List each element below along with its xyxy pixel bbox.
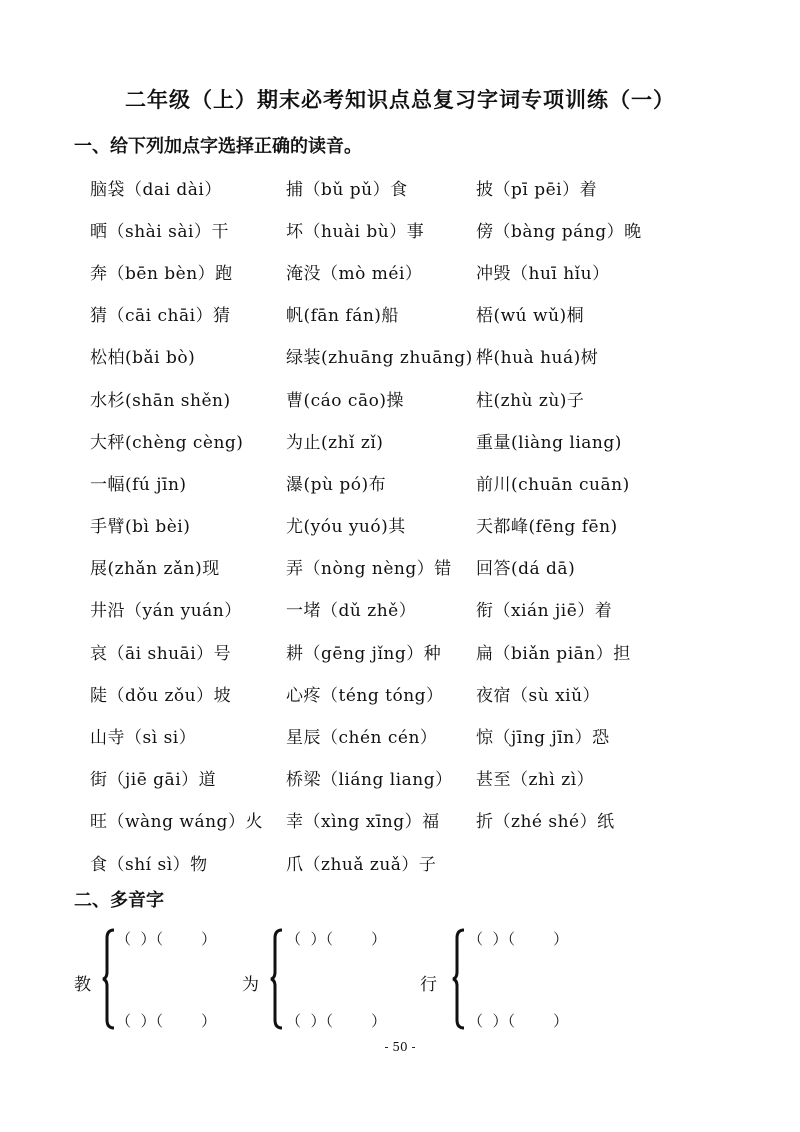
exercise-row [90, 504, 710, 546]
answer-blank-top[interactable]: （ ）（ ） [116, 930, 217, 948]
exercise-item: 食（shí sì）物 [90, 854, 208, 875]
exercise-row [90, 799, 710, 841]
exercise-item: 心疼（téng tóng） [286, 685, 444, 706]
exercise-item: 曹(cáo cāo)操 [286, 390, 404, 411]
exercise-item: 天都峰(fēng fēn) [476, 517, 618, 538]
exercise-row [90, 208, 710, 250]
exercise-item: 冲毁（huī hǐu） [476, 263, 610, 284]
left-brace-icon [452, 928, 466, 1030]
exercise-row [90, 672, 710, 714]
polyphone-item [420, 928, 640, 1034]
exercise-item: 手臂(bì bèi) [90, 517, 191, 538]
exercise-item: 梧(wú wǔ)桐 [476, 306, 585, 327]
left-brace-icon [270, 928, 284, 1030]
exercise-item: 甚至（zhì zì） [476, 770, 595, 791]
exercise-item: 耕（gēng jǐng）种 [286, 643, 442, 664]
exercise-item: 桦(huà huá)树 [476, 348, 599, 369]
exercise-item: 惊（jīng jīn）恐 [476, 728, 610, 749]
exercise-item: 山寺（sì si） [90, 728, 197, 749]
exercise-item: 水杉(shān shěn) [90, 390, 231, 411]
exercise-row [90, 419, 710, 461]
answer-blank-top[interactable]: （ ）（ ） [468, 930, 569, 948]
exercise-row [90, 250, 710, 292]
polyphone-char: 教 [74, 975, 91, 995]
exercise-row [90, 461, 710, 503]
exercise-item: 一堵（dǔ zhě） [286, 601, 417, 622]
polyphone-char: 为 [242, 975, 259, 995]
exercise-item: 前川(chuān cuān) [476, 474, 630, 495]
exercise-row [90, 757, 710, 799]
exercise-item: 井沿（yán yuán） [90, 601, 242, 622]
exercise-item: 夜宿（sù xiǔ） [476, 685, 601, 706]
exercise-item: 重量(liàng liang) [476, 432, 622, 453]
exercise-item: 为止(zhǐ zǐ) [286, 432, 384, 453]
answer-blank-top[interactable]: （ ）（ ） [286, 930, 387, 948]
exercise-item: 淹没（mò méi） [286, 263, 423, 284]
exercise-item: 街（jiē gāi）道 [90, 770, 217, 791]
exercise-item: 旺（wàng wáng）火 [90, 812, 263, 833]
exercise-row [90, 293, 710, 335]
exercise-item: 扁（biǎn piān）担 [476, 643, 631, 664]
left-brace-icon [102, 928, 116, 1030]
exercise-row [90, 630, 710, 672]
polyphone-char: 行 [420, 975, 437, 995]
section-2-heading: 二、多音字 [74, 890, 164, 911]
exercise-item: 傍（bàng páng）晚 [476, 221, 642, 242]
exercise-item: 星辰（chén cén） [286, 728, 438, 749]
pinyin-exercise-grid [90, 166, 710, 883]
exercise-row [90, 714, 710, 756]
exercise-item: 陡（dǒu zǒu）坡 [90, 685, 232, 706]
answer-blank-bottom[interactable]: （ ）（ ） [468, 1012, 569, 1030]
exercise-row [90, 841, 710, 883]
exercise-item: 坏（huài bù）事 [286, 221, 425, 242]
exercise-item: 回答(dá dā) [476, 559, 576, 580]
exercise-item: 幸（xìng xīng）福 [286, 812, 440, 833]
exercise-item: 衔（xián jiē）着 [476, 601, 613, 622]
exercise-item: 猜（cāi chāi）猜 [90, 306, 231, 327]
page-number: - 50 - [384, 1040, 416, 1054]
page-title: 二年级（上）期末必考知识点总复习字词专项训练（一） [125, 87, 675, 112]
exercise-item: 捕（bǔ pǔ）食 [286, 179, 408, 200]
exercise-item: 爪（zhuǎ zuǎ）子 [286, 854, 437, 875]
exercise-item: 大秤(chèng cèng) [90, 432, 244, 453]
exercise-row [90, 377, 710, 419]
exercise-row [90, 546, 710, 588]
exercise-item: 桥梁（liáng liang） [286, 770, 453, 791]
exercise-item: 晒（shài sài）干 [90, 221, 229, 242]
exercise-item: 一幅(fú jīn) [90, 474, 187, 495]
exercise-item: 弄（nòng nèng）错 [286, 559, 452, 580]
answer-blank-bottom[interactable]: （ ）（ ） [116, 1012, 217, 1030]
section-1-heading: 一、给下列加点字选择正确的读音。 [74, 136, 362, 157]
exercise-item: 绿装(zhuāng zhuāng) [286, 348, 473, 369]
exercise-item: 脑袋（dai dài） [90, 179, 222, 200]
answer-blank-bottom[interactable]: （ ）（ ） [286, 1012, 387, 1030]
exercise-item: 展(zhǎn zǎn)现 [90, 559, 220, 580]
exercise-item: 奔（bēn bèn）跑 [90, 263, 233, 284]
exercise-row [90, 335, 710, 377]
exercise-item: 哀（āi shuāi）号 [90, 643, 232, 664]
exercise-item: 柱(zhù zù)子 [476, 390, 585, 411]
exercise-item: 瀑(pù pó)布 [286, 474, 387, 495]
exercise-item: 披（pī pēi）着 [476, 179, 598, 200]
exercise-item: 折（zhé shé）纸 [476, 812, 615, 833]
exercise-item: 尤(yóu yuó)其 [286, 517, 406, 538]
exercise-row [90, 166, 710, 208]
exercise-item: 帆(fān fán)船 [286, 306, 399, 327]
exercise-item: 松柏(bǎi bò) [90, 348, 196, 369]
exercise-row [90, 588, 710, 630]
